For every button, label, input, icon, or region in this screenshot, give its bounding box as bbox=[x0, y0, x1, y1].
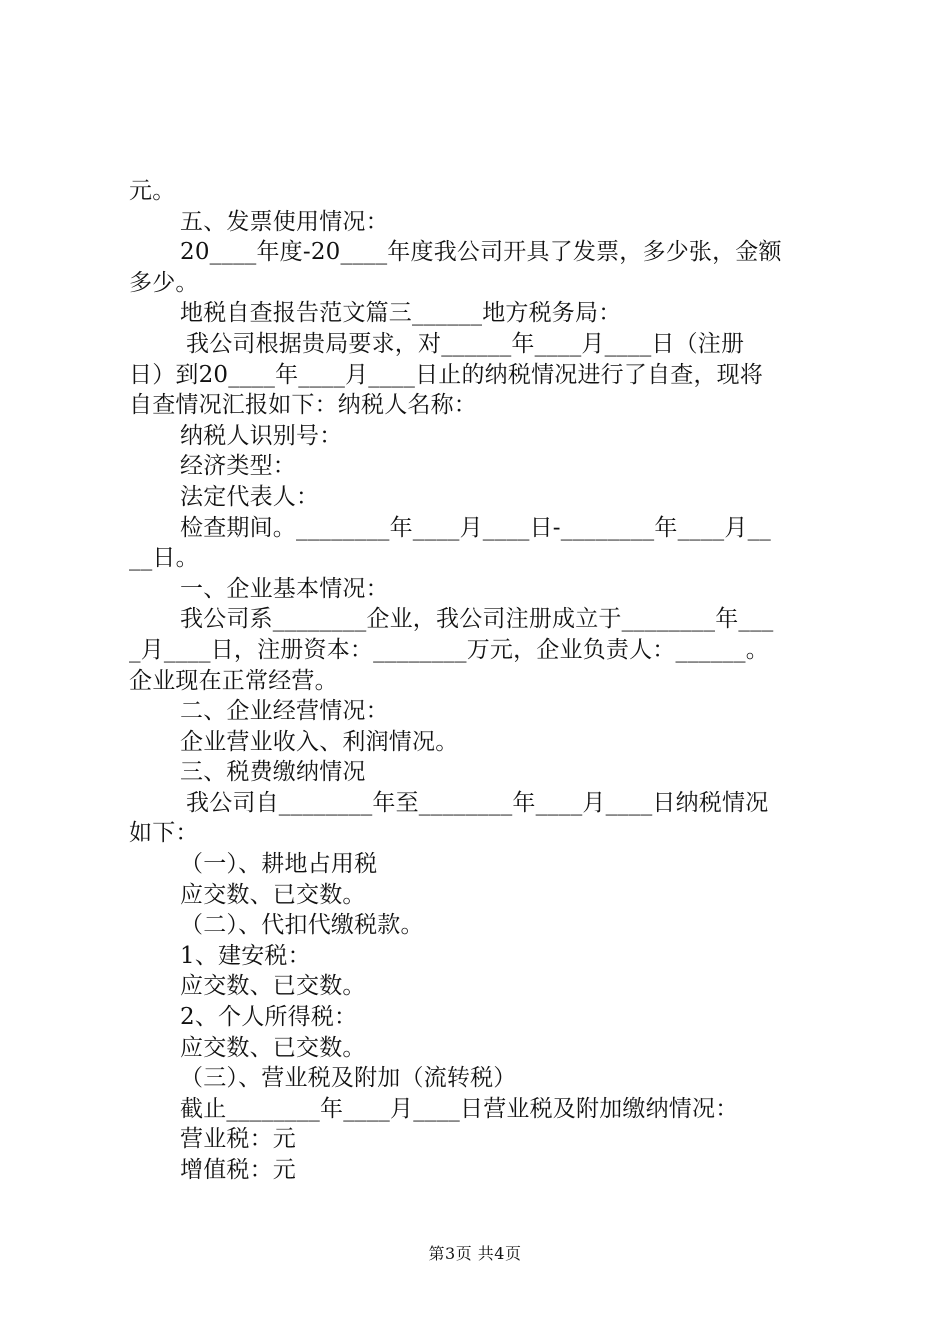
field-label: 纳税人识别号： bbox=[180, 422, 343, 449]
text-line: __日。 bbox=[129, 545, 199, 572]
text-line: 元。 bbox=[129, 178, 176, 204]
text-line: 应交数、已交数。 bbox=[180, 881, 366, 908]
text-line: 地税自查报告范文篇三______地方税务局： bbox=[180, 300, 622, 327]
text-line: 检查期间。________年____月____日-________年____月__ bbox=[180, 514, 771, 541]
text-line: 自查情况汇报如下：纳税人名称： bbox=[129, 392, 477, 419]
subsection-heading: （一）、耕地占用税 bbox=[180, 851, 378, 878]
text-line: 日）到20____年____月____日止的纳税情况进行了自查，现将 bbox=[129, 361, 764, 388]
text-line: 20____年度-20____年度我公司开具了发票，多少张，金额 bbox=[180, 239, 782, 266]
field-label: 法定代表人： bbox=[180, 483, 320, 510]
text-line: 应交数、已交数。 bbox=[180, 973, 366, 1000]
field-label: 增值税：元 bbox=[180, 1157, 296, 1183]
list-item: 2、个人所得税： bbox=[180, 1004, 358, 1031]
subsection-heading: （三）、营业税及附加（流转税） bbox=[180, 1065, 517, 1092]
section-heading: 一、企业基本情况： bbox=[180, 575, 389, 602]
text-line: 多少。 bbox=[129, 269, 199, 296]
text-line: 如下： bbox=[129, 820, 199, 847]
text-line: 截止________年____月____日营业税及附加缴纳情况： bbox=[180, 1095, 739, 1122]
list-item: 1、建安税： bbox=[180, 942, 311, 969]
text-line: 企业现在正常经营。 bbox=[129, 667, 338, 694]
section-heading: 五、发票使用情况： bbox=[180, 208, 389, 235]
field-label: 经济类型： bbox=[180, 453, 296, 480]
section-heading: 二、企业经营情况： bbox=[180, 698, 389, 725]
text-line: 我公司自________年至________年____月____日纳税情况 bbox=[186, 789, 769, 816]
text-line: 企业营业收入、利润情况。 bbox=[180, 728, 459, 755]
document-body bbox=[129, 176, 831, 1186]
field-label: 营业税：元 bbox=[180, 1126, 296, 1153]
text-line: 我公司根据贵局要求，对______年____月____日（注册 bbox=[186, 330, 745, 357]
text-line: 我公司系________企业，我公司注册成立于________年___ bbox=[180, 606, 774, 633]
subsection-heading: （二）、代扣代缴税款。 bbox=[180, 912, 424, 939]
text-line: _月____日，注册资本：________万元，企业负责人：______。 bbox=[129, 636, 769, 663]
section-heading: 三、税费缴纳情况 bbox=[180, 759, 366, 786]
text-line: 应交数、已交数。 bbox=[180, 1034, 366, 1061]
page-number: 第3页 共4页 bbox=[428, 1244, 522, 1263]
